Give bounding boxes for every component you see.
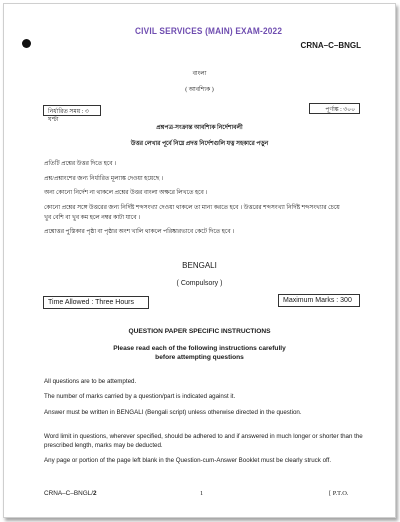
bengali-time-allowed: নির্ধারিত সময় : ৩ ঘণ্টা (48, 109, 89, 123)
english-time-box (43, 296, 149, 309)
bengali-title: বাংলা (192, 71, 207, 77)
bengali-instruction: প্রশ্ন/প্রশ্নাংশের জন্য নির্ধারিত মূল্যাঙ্ক দেওয়া হয়েছে । (44, 176, 163, 182)
footer-code: CRNA–C–BNGL/ (44, 490, 94, 497)
english-heading: QUESTION PAPER SPECIFIC INSTRUCTIONS (128, 328, 271, 335)
punch-hole-dot (22, 39, 31, 48)
bengali-instruction: প্রশ্নোত্তর পুস্তিকার পৃষ্ঠা বা পৃষ্ঠার অংশ খালি থাকলে পরিষ্কারভাবে কেটে দিতে হবে । (44, 229, 235, 235)
exam-stamp: CIVIL SERVICES (MAIN) EXAM-2022 (135, 26, 283, 36)
english-title: BENGALI (182, 261, 217, 270)
english-instruction: Answer must be written in BENGALI (Bengali script) unless otherwise directed in the question. (44, 409, 302, 416)
english-compulsory: ( Compulsory ) (176, 280, 223, 287)
bengali-subheading: উত্তর লেখার পূর্বে নিম্নে প্রদত্ত নির্দেশগুলি যত্ন সহকারে পড়ুন (130, 141, 269, 147)
english-instruction: The number of marks carried by a question/part is indicated against it. (44, 393, 236, 400)
bengali-compulsory: ( আবশ্যিক ) (185, 87, 214, 93)
bengali-instruction: প্রতিটি প্রশ্নের উত্তর দিতে হবে । (44, 161, 117, 167)
footer-code-page: 2 (93, 490, 97, 497)
exam-page (3, 3, 396, 518)
bengali-instruction: খুব বেশি বা খুব কম হলে নম্বর কাটা যাবে । (44, 215, 141, 221)
bengali-marks-box (309, 103, 360, 114)
bengali-instruction: কোনো প্রশ্নের সঙ্গে উত্তরের জন্য নির্দিষ্ট শব্দসংখ্যা দেওয়া থাকলে তা মান্য করতে হবে । উত্তরের শব্দসংখ্যা নির্দিষ্ট শব্দসংখ্যার চেয়ে (44, 205, 340, 211)
english-time-allowed: Time Allowed : Three Hours (48, 299, 134, 306)
english-max-marks: Maximum Marks : 300 (283, 297, 352, 304)
bengali-max-marks: পূর্ণাঙ্ক : ৩০০ (325, 107, 355, 113)
english-subheading-line2: before attempting questions (155, 354, 244, 361)
english-instruction: Any page or portion of the page left blank in the Question-cum-Answer Booklet must be clearly struck off. (44, 457, 332, 464)
paper-code: CRNA–C–BNGL (300, 41, 361, 50)
footer-paper-code (44, 490, 97, 497)
english-instruction: All questions are to be attempted. (44, 378, 137, 385)
bengali-instruction: অন্য কোনো নির্দেশ না থাকলে প্রশ্নের উত্তর বাংলা অক্ষরে লিখতে হবে । (44, 190, 208, 196)
bengali-heading: প্রশ্নপত্র-সংক্রান্ত আবশ্যিক নির্দেশাবলী (156, 125, 243, 131)
english-marks-box (278, 294, 360, 307)
footer-page-number: 1 (200, 490, 204, 497)
english-instruction: Word limit in questions, wherever specified, should be adhered to and if answered in much longer or shorter than the prescribed length, marks may be deducted. (44, 433, 363, 449)
footer-pto: [ P.T.O. (329, 490, 349, 497)
bengali-time-box (43, 105, 101, 123)
english-subheading-line1: Please read each of the following instructions carefully (113, 345, 286, 352)
